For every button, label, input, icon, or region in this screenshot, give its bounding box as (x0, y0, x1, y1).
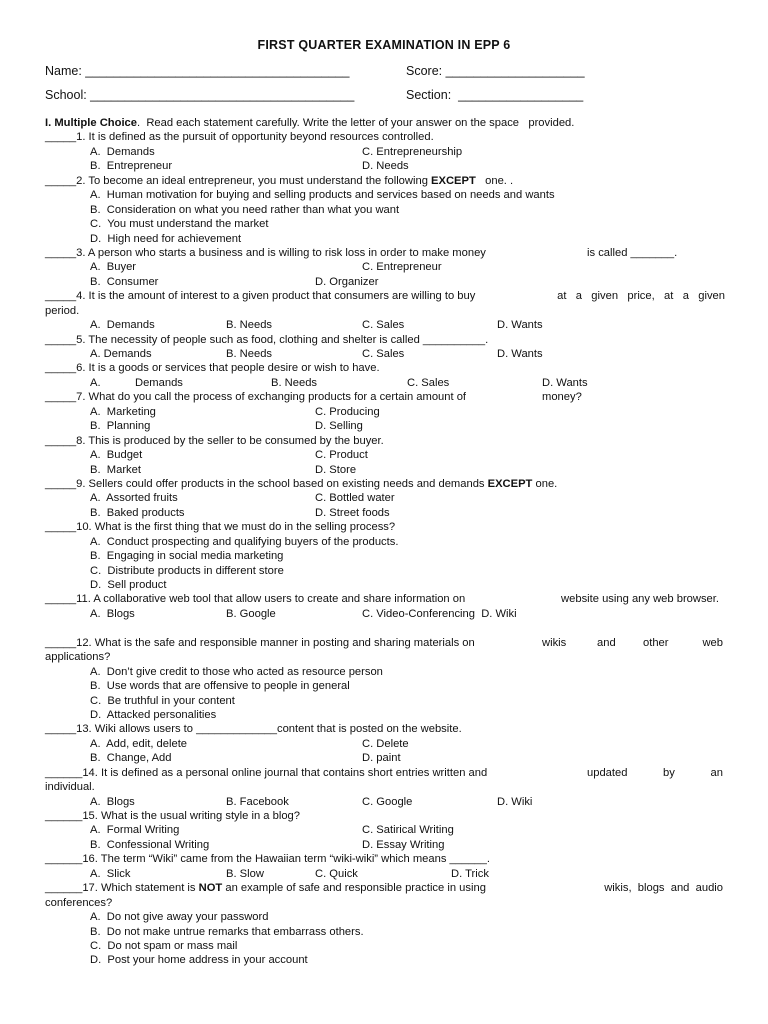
q16-option-c: C. Quick (315, 867, 358, 880)
q9-option-a: A. Assorted fruits (90, 492, 178, 505)
question-12-stem-cont: applications? (45, 651, 111, 664)
q7-option-c: C. Producing (315, 405, 380, 418)
q1-option-c: C. Entrepreneurship (362, 145, 463, 158)
question-12-stem: _____12. What is the safe and responsible manner in posting and sharing materials on wikis and other web (45, 636, 723, 649)
q16-option-a: A. Slick (90, 867, 131, 880)
q2-option-d: D. High need for achievement (90, 232, 242, 245)
question-16-stem: ______16. The term “Wiki” came from the Hawaiian term “wiki-wiki” which means ______. (45, 853, 490, 866)
instructions-text: . Read each statement carefully. Write the letter of your answer on the space provided. (137, 117, 575, 129)
q6-option-a-letter: A. (90, 376, 101, 389)
q10-option-b: B. Engaging in social media marketing (90, 550, 284, 563)
q5-option-a: A. Demands (90, 348, 152, 360)
question-3-stem: _____3. A person who starts a business and is willing to risk loss in order to make money is called _______. (45, 246, 678, 259)
q8-option-b: B. Market (90, 463, 141, 476)
question-2-stem: _____2. To become an ideal entrepreneur, you must understand the following EXCEPT one. . (45, 174, 514, 187)
q7-option-d: D. Selling (315, 420, 363, 433)
q3-option-a: A. Buyer (90, 261, 137, 274)
q12-option-a: A. Don’t give credit to those who acted as resource person (90, 665, 383, 678)
question-17-stem-cont: conferences? (45, 896, 113, 909)
q2-except: EXCEPT (431, 174, 476, 187)
q7-option-b: B. Planning (90, 420, 151, 433)
q15-option-b: B. Confessional Writing (90, 838, 210, 851)
school-field-label: School: ______________________________________ (45, 88, 355, 102)
question-14-stem: ______14. It is defined as a personal online journal that contains short entries written and updated by an (45, 766, 723, 779)
q13-option-a: A. Add, edit, delete (90, 737, 188, 750)
question-10-stem: _____10. What is the first thing that we must do in the selling process? (45, 521, 396, 534)
question-4-stem: _____4. It is the amount of interest to a given product that consumers are willing to buy at a given price, at a given (45, 290, 725, 303)
score-field-label: Score: ____________________ (406, 64, 585, 78)
q14-option-c: C. Google (362, 795, 413, 808)
q7-option-a: A. Marketing (90, 405, 156, 418)
q17-option-c: C. Do not spam or mass mail (90, 939, 238, 952)
q6-option-b: B. Needs (271, 376, 318, 389)
q15-option-a: A. Formal Writing (90, 824, 180, 837)
q11-option-b: B. Google (226, 607, 276, 620)
q15-option-d: D. Essay Writing (362, 838, 445, 851)
q6-option-c: C. Sales (407, 376, 450, 389)
question-17-stem: ______17. Which statement is NOT an example of safe and responsible practice in using wikis, blogs and audio (45, 882, 723, 895)
question-7-stem: _____7. What do you call the process of exchanging products for a certain amount of money? (45, 391, 582, 404)
q2-option-b: B. Consideration on what you need rather than what you want (90, 203, 400, 216)
q3-option-c: C. Entrepreneur (362, 261, 442, 274)
q2-option-a: A. Human motivation for buying and selling products and services based on needs and wants (90, 189, 555, 202)
q8-option-a: A. Budget (90, 449, 143, 462)
q9-option-b: B. Baked products (90, 506, 185, 519)
q14-option-d: D. Wiki (497, 795, 533, 808)
question-6-stem: _____6. It is a goods or services that people desire or wish to have. (45, 362, 380, 375)
q17-option-a: A. Do not give away your password (90, 911, 269, 924)
q3-option-d: D. Organizer (315, 275, 379, 288)
instructions-heading: I. Multiple Choice (45, 117, 137, 129)
question-8-stem: _____8. This is produced by the seller to be consumed by the buyer. (45, 434, 384, 447)
q13-option-c: C. Delete (362, 737, 409, 750)
q1-option-d: D. Needs (362, 160, 409, 173)
question-1-stem: _____1. It is defined as the pursuit of opportunity beyond resources controlled. (45, 131, 434, 144)
q8-option-c: C. Product (315, 449, 368, 462)
q15-option-c: C. Satirical Writing (362, 824, 454, 837)
q4-option-d: D. Wants (497, 319, 543, 332)
question-15-stem: ______15. What is the usual writing style in a blog? (45, 810, 300, 822)
q1-option-a: A. Demands (90, 145, 155, 158)
q12-option-d: D. Attacked personalities (90, 708, 217, 721)
q13-option-b: B. Change, Add (90, 752, 172, 765)
q1-option-b: B. Entrepreneur (90, 160, 173, 173)
q4-option-b: B. Needs (226, 319, 273, 332)
q12-option-b: B. Use words that are offensive to people in general (90, 680, 350, 693)
q17-option-b: B. Do not make untrue remarks that embarrass others. (90, 925, 364, 938)
q9-option-c: C. Bottled water (315, 492, 395, 505)
question-9-stem: _____9. Sellers could offer products in the school based on existing needs and demands EXCEPT one. (45, 477, 558, 490)
question-5-stem: _____5. The necessity of people such as food, clothing and shelter is called __________. (45, 333, 489, 346)
section-field-label: Section: __________________ (406, 88, 584, 102)
q9-option-d: D. Street foods (315, 506, 390, 519)
q8-option-d: D. Store (315, 463, 357, 476)
q10-option-a: A. Conduct prospecting and qualifying buyers of the products. (90, 535, 399, 548)
q11-option-a: A. Blogs (90, 607, 135, 620)
name-field-label: Name: ______________________________________ (45, 64, 350, 78)
q16-option-d: D. Trick (451, 867, 489, 880)
exam-questions (45, 116, 725, 968)
question-13-stem: _____13. Wiki allows users to _____________content that is posted on the website. (45, 723, 462, 736)
q14-option-a: A. Blogs (90, 795, 135, 808)
q11-option-c-d: C. Video-Conferencing D. Wiki (362, 607, 517, 620)
q17-option-d: D. Post your home address in your account (90, 954, 308, 967)
q4-option-c: C. Sales (362, 319, 405, 332)
exam-title: FIRST QUARTER EXAMINATION IN EPP 6 (257, 38, 511, 52)
question-11-stem: _____11. A collaborative web tool that allow users to create and share information on website using any web browser. (45, 593, 719, 606)
q16-option-b: B. Slow (226, 867, 264, 880)
question-4-stem-cont: period. (45, 304, 80, 317)
instructions (45, 116, 725, 130)
q5-option-c: C. Sales (362, 348, 405, 360)
q17-not: NOT (198, 882, 223, 895)
q5-option-b: B. Needs (226, 348, 273, 360)
q14-option-b: B. Facebook (226, 795, 289, 808)
q5-option-d: D. Wants (497, 348, 543, 360)
q2-option-c: C. You must understand the market (90, 218, 269, 231)
q3-option-b: B. Consumer (90, 275, 159, 288)
question-14-stem-cont: individual. (45, 781, 95, 794)
q9-except: EXCEPT (487, 477, 533, 490)
q4-option-a: A. Demands (90, 319, 155, 332)
q12-option-c: C. Be truthful in your content (90, 694, 235, 707)
q10-option-c: C. Distribute products in different store (90, 564, 284, 577)
q10-option-d: D. Sell product (90, 579, 167, 591)
q6-option-d: D. Wants (542, 376, 588, 389)
q13-option-d: D. paint (362, 752, 401, 765)
q6-option-a: Demands (135, 376, 183, 389)
